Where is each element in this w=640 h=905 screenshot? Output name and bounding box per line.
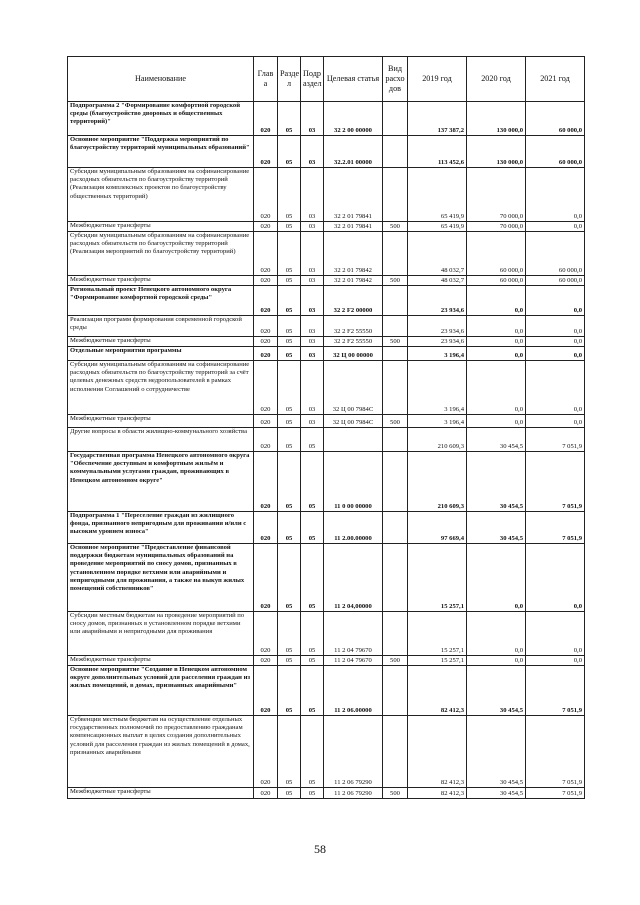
- row-razdel: 05: [278, 222, 301, 232]
- table-row: [68, 168, 585, 222]
- header-2019: 2019 год: [408, 57, 467, 102]
- row-target-article: 11 2 06 79290: [324, 788, 383, 799]
- row-name: Отдельные мероприятия программы: [68, 347, 254, 361]
- row-value-2020: 70 000,0: [467, 222, 526, 232]
- row-target-article: [324, 428, 383, 452]
- row-value-2019: 137 387,2: [408, 102, 467, 136]
- row-glava: 020: [254, 347, 278, 361]
- table-row: [68, 222, 585, 232]
- row-razdel: 05: [278, 102, 301, 136]
- row-name: Основное мероприятие "Поддержка мероприятий по благоустройству территорий муниципальных образований": [68, 136, 254, 168]
- row-value-2019: 15 257,1: [408, 612, 467, 656]
- row-expense-type: [383, 232, 408, 276]
- row-expense-type: [383, 612, 408, 656]
- row-value-2021: 0,0: [526, 361, 585, 415]
- row-expense-type: [383, 666, 408, 716]
- row-glava: 020: [254, 232, 278, 276]
- row-name: Реализация программ формирования современной городской среды: [68, 316, 254, 337]
- row-value-2020: 0,0: [467, 316, 526, 337]
- row-target-article: 32 2 F2 55550: [324, 316, 383, 337]
- table-row: [68, 512, 585, 544]
- row-expense-type: 500: [383, 276, 408, 286]
- row-value-2020: 0,0: [467, 415, 526, 428]
- row-podrazdel: 03: [301, 316, 324, 337]
- row-value-2020: 60 000,0: [467, 232, 526, 276]
- row-value-2020: 30 454,5: [467, 512, 526, 544]
- header-expense-type: Вид расхо дов: [383, 57, 408, 102]
- row-glava: 020: [254, 415, 278, 428]
- row-value-2021: 0,0: [526, 168, 585, 222]
- row-expense-type: [383, 716, 408, 788]
- table-row: [68, 276, 585, 286]
- row-name: Межбюджетные трансферты: [68, 276, 254, 286]
- row-target-article: 32 2 01 79841: [324, 222, 383, 232]
- row-razdel: 05: [278, 544, 301, 612]
- table-row: [68, 232, 585, 276]
- row-value-2021: 0,0: [526, 337, 585, 347]
- row-podrazdel: 05: [301, 452, 324, 512]
- row-value-2019: 3 196,4: [408, 415, 467, 428]
- row-name: Межбюджетные трансферты: [68, 788, 254, 799]
- row-target-article: 32 Ц 00 00000: [324, 347, 383, 361]
- row-value-2021: 60 000,0: [526, 232, 585, 276]
- row-value-2019: 210 609,3: [408, 452, 467, 512]
- row-podrazdel: 03: [301, 102, 324, 136]
- row-razdel: 05: [278, 788, 301, 799]
- table-row: [68, 347, 585, 361]
- row-value-2019: 48 032,7: [408, 276, 467, 286]
- row-value-2021: 7 051,9: [526, 666, 585, 716]
- row-podrazdel: 05: [301, 544, 324, 612]
- row-value-2020: 30 454,5: [467, 666, 526, 716]
- row-target-article: 32 2 01 79842: [324, 232, 383, 276]
- row-razdel: 05: [278, 347, 301, 361]
- header-glava: Глав а: [254, 57, 278, 102]
- row-razdel: 05: [278, 168, 301, 222]
- row-target-article: 32.2.01 00000: [324, 136, 383, 168]
- row-glava: 020: [254, 361, 278, 415]
- table-body: [68, 102, 585, 799]
- row-glava: 020: [254, 168, 278, 222]
- row-glava: 020: [254, 102, 278, 136]
- row-podrazdel: 03: [301, 276, 324, 286]
- table-row: [68, 102, 585, 136]
- row-target-article: 11 2 06 79290: [324, 716, 383, 788]
- row-expense-type: [383, 168, 408, 222]
- row-name: Подпрограмма 2 "Формирование комфортной городской среды (благоустройство дворовых и общественных территорий)": [68, 102, 254, 136]
- table-row: [68, 337, 585, 347]
- row-expense-type: 500: [383, 415, 408, 428]
- row-razdel: 05: [278, 716, 301, 788]
- row-podrazdel: 05: [301, 656, 324, 666]
- row-expense-type: [383, 136, 408, 168]
- row-value-2019: 3 196,4: [408, 347, 467, 361]
- row-value-2021: 0,0: [526, 415, 585, 428]
- row-value-2020: 0,0: [467, 337, 526, 347]
- row-name: Межбюджетные трансферты: [68, 337, 254, 347]
- row-name: Субвенции местным бюджетам на осуществление отдельных государственных полномочий по предоставлению гражданам компенсационных выплат в целях создания дополнительных условий для расселения граждан из жилых помещений в домах, признанных аварийными: [68, 716, 254, 788]
- row-razdel: 05: [278, 286, 301, 316]
- row-expense-type: 500: [383, 788, 408, 799]
- row-target-article: 32 2 F2 00000: [324, 286, 383, 316]
- row-glava: 020: [254, 716, 278, 788]
- row-value-2020: 0,0: [467, 286, 526, 316]
- row-value-2019: 65 419,9: [408, 222, 467, 232]
- row-podrazdel: 05: [301, 512, 324, 544]
- table-row: [68, 452, 585, 512]
- row-target-article: 11 2.00.00000: [324, 512, 383, 544]
- row-glava: 020: [254, 222, 278, 232]
- table-row: [68, 612, 585, 656]
- row-target-article: 32 2 01 79842: [324, 276, 383, 286]
- row-razdel: 05: [278, 656, 301, 666]
- row-podrazdel: 05: [301, 612, 324, 656]
- row-value-2021: 60 000,0: [526, 276, 585, 286]
- row-value-2020: 60 000,0: [467, 276, 526, 286]
- row-name: Межбюджетные трансферты: [68, 656, 254, 666]
- row-expense-type: 500: [383, 222, 408, 232]
- header-2021: 2021 год: [526, 57, 585, 102]
- row-value-2019: 82 412,3: [408, 666, 467, 716]
- row-glava: 020: [254, 428, 278, 452]
- row-razdel: 05: [278, 512, 301, 544]
- table-row: [68, 316, 585, 337]
- row-glava: 020: [254, 286, 278, 316]
- row-name: Субсидии муниципальным образованиям на софинансирование расходных обязательств по благоустройству территорий (Реализация комплексных проектов по благоустройству общественных территорий): [68, 168, 254, 222]
- row-value-2020: 0,0: [467, 347, 526, 361]
- row-value-2019: 23 934,6: [408, 337, 467, 347]
- row-target-article: 32 Ц 00 7984С: [324, 361, 383, 415]
- row-value-2021: 0,0: [526, 286, 585, 316]
- table-row: [68, 716, 585, 788]
- row-name: Межбюджетные трансферты: [68, 415, 254, 428]
- row-value-2019: 82 412,3: [408, 716, 467, 788]
- table-row: [68, 286, 585, 316]
- row-value-2019: 23 934,6: [408, 316, 467, 337]
- row-value-2021: 7 051,9: [526, 788, 585, 799]
- row-glava: 020: [254, 666, 278, 716]
- row-razdel: 05: [278, 316, 301, 337]
- row-target-article: 11 2 04 79670: [324, 612, 383, 656]
- row-target-article: 11 2 06.00000: [324, 666, 383, 716]
- row-target-article: 11 2 04 79670: [324, 656, 383, 666]
- row-value-2020: 130 000,0: [467, 136, 526, 168]
- row-razdel: 05: [278, 666, 301, 716]
- row-value-2019: 210 609,3: [408, 428, 467, 452]
- row-value-2020: 30 454,5: [467, 452, 526, 512]
- row-target-article: 32 Ц 00 7984С: [324, 415, 383, 428]
- row-value-2021: 7 051,9: [526, 428, 585, 452]
- row-expense-type: [383, 316, 408, 337]
- table-row: [68, 415, 585, 428]
- row-value-2020: 0,0: [467, 656, 526, 666]
- row-value-2019: 23 934,6: [408, 286, 467, 316]
- row-value-2021: 0,0: [526, 347, 585, 361]
- row-podrazdel: 03: [301, 347, 324, 361]
- row-podrazdel: 05: [301, 716, 324, 788]
- row-podrazdel: 03: [301, 286, 324, 316]
- row-expense-type: [383, 512, 408, 544]
- row-target-article: 32 2 00 00000: [324, 102, 383, 136]
- row-name: Основное мероприятие "Предоставление финансовой поддержки бюджетам муниципальных образований на проведение мероприятий по сносу домов, признанных в установленном порядке ветхими или аварийными и непригодными для проживания, а также на выкуп жилых помещений собственников": [68, 544, 254, 612]
- row-podrazdel: 03: [301, 232, 324, 276]
- row-value-2021: 60 000,0: [526, 102, 585, 136]
- row-glava: 020: [254, 656, 278, 666]
- row-value-2020: 30 454,5: [467, 788, 526, 799]
- row-podrazdel: 03: [301, 415, 324, 428]
- row-expense-type: [383, 347, 408, 361]
- row-value-2021: 7 051,9: [526, 716, 585, 788]
- row-glava: 020: [254, 544, 278, 612]
- row-target-article: 11 2 04,00000: [324, 544, 383, 612]
- row-name: Региональный проект Ненецкого автономного округа "Формирование комфортной городской среды": [68, 286, 254, 316]
- row-glava: 020: [254, 452, 278, 512]
- row-value-2020: 30 454,5: [467, 428, 526, 452]
- row-value-2020: 0,0: [467, 361, 526, 415]
- header-2020: 2020 год: [467, 57, 526, 102]
- row-glava: 020: [254, 788, 278, 799]
- row-glava: 020: [254, 512, 278, 544]
- row-glava: 020: [254, 136, 278, 168]
- row-razdel: 05: [278, 136, 301, 168]
- row-razdel: 05: [278, 232, 301, 276]
- row-value-2020: 70 000,0: [467, 168, 526, 222]
- row-razdel: 05: [278, 415, 301, 428]
- row-value-2019: 97 669,4: [408, 512, 467, 544]
- row-expense-type: [383, 428, 408, 452]
- header-podrazdel: Подр аздел: [301, 57, 324, 102]
- row-expense-type: [383, 452, 408, 512]
- row-target-article: 32 2 F2 55550: [324, 337, 383, 347]
- row-name: Субсидии муниципальным образованиям на софинансирование расходных обязательств по благоустройству территорий (Реализация мероприятий по благоустройству территорий): [68, 232, 254, 276]
- table-row: [68, 428, 585, 452]
- row-value-2020: 30 454,5: [467, 716, 526, 788]
- row-name: Субсидии муниципальным образованиям на софинансирование расходных обязательств по благоустройству территорий за счёт целевых денежных средств недропользователей в рамках исполнения Соглашений о сотрудничестве: [68, 361, 254, 415]
- row-podrazdel: 03: [301, 337, 324, 347]
- row-value-2021: 0,0: [526, 656, 585, 666]
- table-row: [68, 656, 585, 666]
- row-value-2020: 0,0: [467, 612, 526, 656]
- row-target-article: 11 0 00 00000: [324, 452, 383, 512]
- row-glava: 020: [254, 337, 278, 347]
- page-number: 58: [314, 842, 326, 856]
- row-glava: 020: [254, 316, 278, 337]
- row-name: Другие вопросы в области жилищно-коммунального хозяйства: [68, 428, 254, 452]
- row-razdel: 05: [278, 361, 301, 415]
- row-value-2019: 15 257,1: [408, 544, 467, 612]
- row-value-2021: 0,0: [526, 612, 585, 656]
- table-row: [68, 666, 585, 716]
- row-podrazdel: 05: [301, 788, 324, 799]
- table-row: [68, 361, 585, 415]
- row-name: Основное мероприятие "Создание в Ненецком автономном округе дополнительных условий для расселения граждан из жилых помещений, в домах, признанных аварийными": [68, 666, 254, 716]
- row-expense-type: 500: [383, 337, 408, 347]
- row-name: Субсидии местным бюджетам на проведение мероприятий по сносу домов, признанных в установленном порядке ветхими или аварийными и непригодными для проживания: [68, 612, 254, 656]
- row-glava: 020: [254, 276, 278, 286]
- row-value-2020: 0,0: [467, 544, 526, 612]
- row-podrazdel: 03: [301, 361, 324, 415]
- row-value-2019: 113 452,6: [408, 136, 467, 168]
- row-value-2019: 48 032,7: [408, 232, 467, 276]
- row-value-2021: 7 051,9: [526, 512, 585, 544]
- row-expense-type: 500: [383, 656, 408, 666]
- row-podrazdel: 05: [301, 666, 324, 716]
- row-podrazdel: 03: [301, 222, 324, 232]
- row-name: Подпрограмма 1 "Переселение граждан из жилищного фонда, признанного непригодным для проживания и/или с высоким уровнем износа": [68, 512, 254, 544]
- header-name: Наименование: [68, 57, 254, 102]
- row-value-2019: 82 412,3: [408, 788, 467, 799]
- budget-table: [67, 56, 585, 799]
- row-expense-type: [383, 544, 408, 612]
- row-podrazdel: 03: [301, 136, 324, 168]
- row-value-2021: 0,0: [526, 544, 585, 612]
- row-razdel: 05: [278, 276, 301, 286]
- header-target-article: Целевая статья: [324, 57, 383, 102]
- row-razdel: 05: [278, 337, 301, 347]
- table-row: [68, 136, 585, 168]
- row-value-2019: 65 419,9: [408, 168, 467, 222]
- row-value-2019: 15 257,1: [408, 656, 467, 666]
- table-row: [68, 544, 585, 612]
- row-glava: 020: [254, 612, 278, 656]
- row-razdel: 05: [278, 612, 301, 656]
- row-expense-type: [383, 102, 408, 136]
- row-name: Межбюджетные трансферты: [68, 222, 254, 232]
- row-razdel: 05: [278, 428, 301, 452]
- row-value-2021: 0,0: [526, 222, 585, 232]
- row-value-2019: 3 196,4: [408, 361, 467, 415]
- table-row: [68, 788, 585, 799]
- row-podrazdel: 05: [301, 428, 324, 452]
- row-value-2021: 7 051,9: [526, 452, 585, 512]
- row-name: Государственная программа Ненецкого автономного округа "Обеспечение доступным и комфортным жильём и коммунальными услугами граждан, проживающих в Ненецком автономном округе": [68, 452, 254, 512]
- row-expense-type: [383, 361, 408, 415]
- row-value-2021: 0,0: [526, 316, 585, 337]
- row-expense-type: [383, 286, 408, 316]
- row-razdel: 05: [278, 452, 301, 512]
- row-value-2020: 130 000,0: [467, 102, 526, 136]
- table-header-row: [68, 57, 585, 102]
- row-target-article: 32 2 01 79841: [324, 168, 383, 222]
- header-razdel: Разде л: [278, 57, 301, 102]
- row-podrazdel: 03: [301, 168, 324, 222]
- row-value-2021: 60 000,0: [526, 136, 585, 168]
